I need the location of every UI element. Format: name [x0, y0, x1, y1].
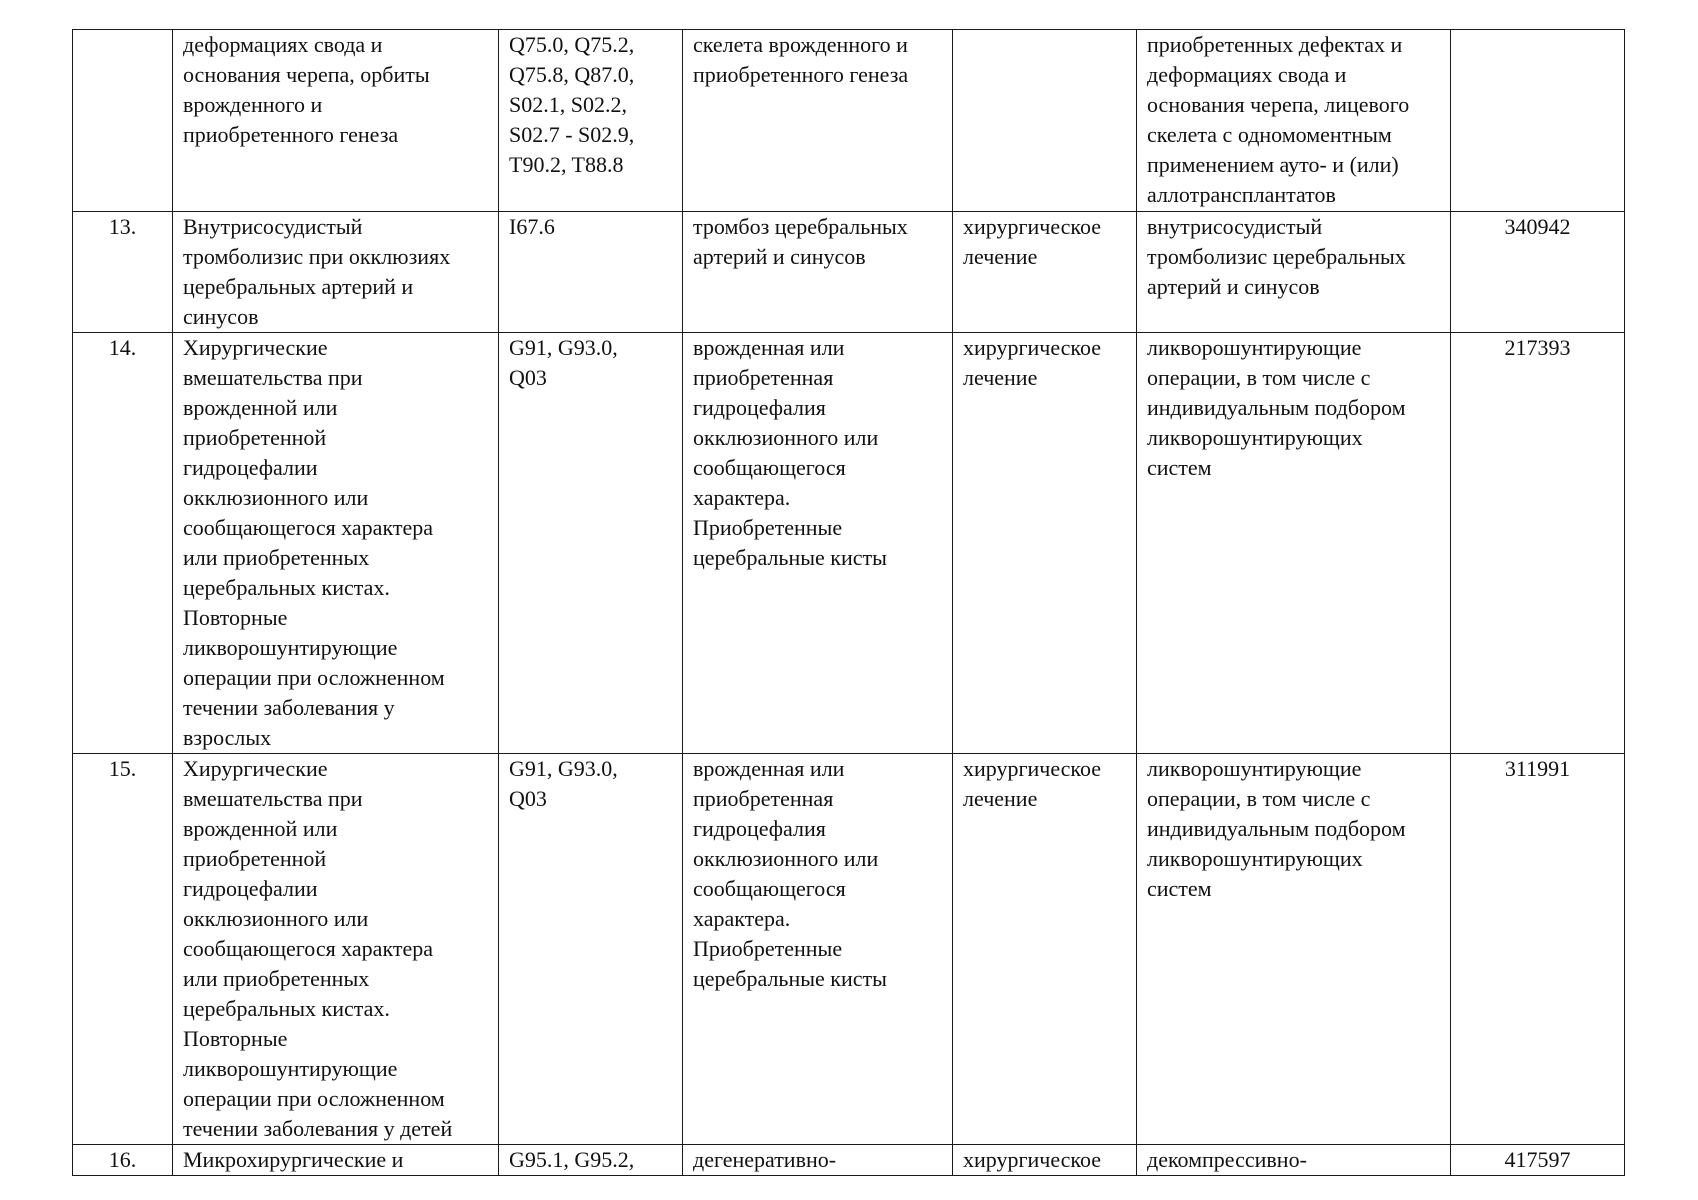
- treatment-method: приобретенных дефектах и деформациях свода и основания черепа, лицевого скелета с одномоментным применением ауто- и (или) аллотрансплантатов: [1137, 30, 1451, 212]
- row-number: [73, 30, 173, 212]
- patient-model: тромбоз церебральных артерий и синусов: [683, 212, 953, 333]
- cost-value: 217393: [1451, 333, 1625, 754]
- table-row: [73, 1145, 1625, 1176]
- cost-value: [1451, 30, 1625, 212]
- cost-value: 340942: [1451, 212, 1625, 333]
- row-number: 15.: [73, 754, 173, 1145]
- patient-model: скелета врожденного и приобретенного генеза: [683, 30, 953, 212]
- cost-value: 311991: [1451, 754, 1625, 1145]
- table-row: [73, 333, 1625, 754]
- treatment-method: внутрисосудистый тромболизис церебральных артерий и синусов: [1137, 212, 1451, 333]
- treatment-method: декомпрессивно-: [1137, 1145, 1451, 1176]
- icd-codes: G91, G93.0, Q03: [499, 754, 683, 1145]
- treatment-type: хирургическое лечение: [953, 333, 1137, 754]
- treatment-type: хирургическое лечение: [953, 212, 1137, 333]
- icd-codes: I67.6: [499, 212, 683, 333]
- table-row: [73, 754, 1625, 1145]
- treatment-type: [953, 30, 1137, 212]
- treatment-type: хирургическое лечение: [953, 754, 1137, 1145]
- row-number: 16.: [73, 1145, 173, 1176]
- patient-model: врожденная или приобретенная гидроцефалия окклюзионного или сообщающегося характера. Приобретенные церебральные кисты: [683, 333, 953, 754]
- medical-care-table: [72, 29, 1625, 1176]
- treatment-method: ликворошунтирующие операции, в том числе с индивидуальным подбором ликворошунтирующих систем: [1137, 333, 1451, 754]
- care-type-name: деформациях свода и основания черепа, орбиты врожденного и приобретенного генеза: [173, 30, 499, 212]
- table-row: [73, 30, 1625, 212]
- table-row: [73, 212, 1625, 333]
- icd-codes: Q75.0, Q75.2, Q75.8, Q87.0, S02.1, S02.2, S02.7 - S02.9, T90.2, T88.8: [499, 30, 683, 212]
- care-type-name: Внутрисосудистый тромболизис при окклюзиях церебральных артерий и синусов: [173, 212, 499, 333]
- care-type-name: Микрохирургические и: [173, 1145, 499, 1176]
- row-number: 14.: [73, 333, 173, 754]
- patient-model: дегенеративно-: [683, 1145, 953, 1176]
- patient-model: врожденная или приобретенная гидроцефалия окклюзионного или сообщающегося характера. Приобретенные церебральные кисты: [683, 754, 953, 1145]
- icd-codes: G95.1, G95.2,: [499, 1145, 683, 1176]
- cost-value: 417597: [1451, 1145, 1625, 1176]
- treatment-type: хирургическое: [953, 1145, 1137, 1176]
- care-type-name: Хирургические вмешательства при врожденной или приобретенной гидроцефалии окклюзионного или сообщающегося характера или приобретенных церебральных кистах. Повторные ликворошунтирующие операции при осложненном течении заболевания у детей: [173, 754, 499, 1145]
- treatment-method: ликворошунтирующие операции, в том числе с индивидуальным подбором ликворошунтирующих систем: [1137, 754, 1451, 1145]
- icd-codes: G91, G93.0, Q03: [499, 333, 683, 754]
- care-type-name: Хирургические вмешательства при врожденной или приобретенной гидроцефалии окклюзионного или сообщающегося характера или приобретенных церебральных кистах. Повторные ликворошунтирующие операции при осложненном течении заболевания у взрослых: [173, 333, 499, 754]
- row-number: 13.: [73, 212, 173, 333]
